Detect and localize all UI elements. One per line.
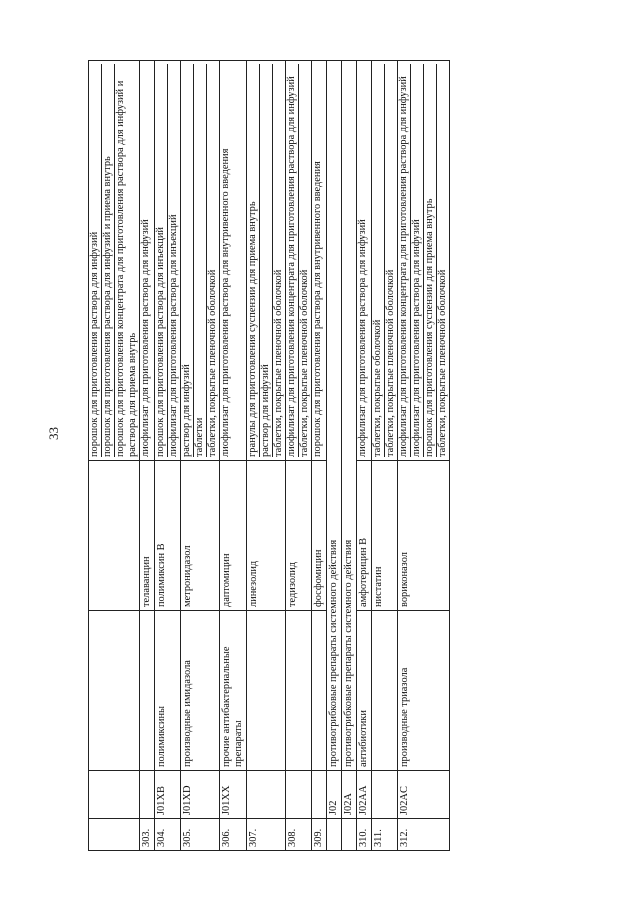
dosage-form: лиофилизат для приготовления раствора для инфузий (411, 64, 424, 457)
dosage-form: таблетки, покрытые оболочкой (372, 64, 385, 457)
dosage-form: лиофилизат для приготовления раствора для инфузий (140, 219, 151, 457)
table-cell-drug: даптомицин (220, 461, 247, 611)
table-cell-drug: амфотерицин В (357, 461, 372, 611)
table-cell-code (140, 771, 155, 819)
table-row (286, 61, 312, 851)
table-cell-code: J01XX (220, 771, 247, 819)
table-cell-group: прочие антибактериальные препараты (220, 611, 247, 771)
dosage-form: таблетки, покрытые пленочной оболочкой (273, 269, 284, 457)
table-cell-drug: нистатин (372, 461, 398, 611)
dosage-form: порошок для приготовления концентрата для приготовления раствора для инфузий и раствора для приема внутрь (115, 80, 138, 457)
table-cell-drug: вориконазол (398, 461, 450, 611)
table-cell-num (342, 819, 357, 851)
dosage-form: порошок для приготовления раствора для инъекций (155, 64, 168, 457)
table-body-bottom (357, 61, 450, 851)
table-row (220, 61, 247, 851)
table-cell-forms (89, 61, 140, 461)
table-cell-num: 308. (286, 819, 312, 851)
table-body-sections (327, 61, 357, 851)
table-cell-num (327, 819, 342, 851)
page-number: 33 (46, 427, 61, 440)
dosage-form: порошок для приготовления раствора для инфузий и приема внутрь (102, 64, 115, 457)
table-cell-group: полимиксины (155, 611, 181, 771)
table-cell-group: производные имидазола (181, 611, 220, 771)
dosage-form: раствор для инфузий (181, 64, 194, 457)
table-cell-code: J01XB (155, 771, 181, 819)
table-cell-drug (89, 461, 140, 611)
table-cell-num (89, 819, 140, 851)
dosage-form: гранулы для приготовления суспензии для приема внутрь (247, 64, 260, 457)
table-cell-num: 309. (312, 819, 327, 851)
section-code: J02 (327, 771, 342, 819)
table-cell-num: 305. (181, 819, 220, 851)
table-cell-code (89, 771, 140, 819)
table-cell-code (286, 771, 312, 819)
dosage-form: порошок для приготовления раствора для инфузий (89, 64, 102, 457)
drug-table-frame (88, 61, 576, 851)
section-code: J02A (342, 771, 357, 819)
table-cell-forms (155, 61, 181, 461)
table-cell-forms (181, 61, 220, 461)
table-cell-forms (286, 61, 312, 461)
table-cell-code: J02AC (398, 771, 450, 819)
table-cell-code (312, 771, 327, 819)
table-cell-num: 303. (140, 819, 155, 851)
dosage-form: лиофилизат для приготовления раствора для инфузий (357, 219, 368, 457)
table-cell-forms (357, 61, 372, 461)
dosage-form: порошок для приготовления раствора для внутривенного введения (312, 161, 323, 457)
table-cell-drug: линезолид (247, 461, 286, 611)
table-cell-forms (312, 61, 327, 461)
dosage-form: лиофилизат для приготовления концентрата для приготовления раствора для инфузий (398, 64, 411, 457)
dosage-form: порошок для приготовления суспензии для приема внутрь (424, 64, 437, 457)
dosage-form: лиофилизат для приготовления раствора для инъекций (168, 214, 179, 457)
table-row (181, 61, 220, 851)
section-label: противогрибковые препараты системного действия (327, 61, 342, 771)
drug-table (88, 60, 450, 851)
table-row (140, 61, 155, 851)
table-cell-group (89, 611, 140, 771)
section-row-j02 (327, 61, 342, 851)
table-cell-num: 304. (155, 819, 181, 851)
table-cell-forms (372, 61, 398, 461)
table-cell-num: 312. (398, 819, 450, 851)
table-cell-num: 307. (247, 819, 286, 851)
table-cell-forms (140, 61, 155, 461)
table-cell-drug: тедизолид (286, 461, 312, 611)
dosage-form: таблетки, покрытые пленочной оболочкой (207, 269, 218, 457)
table-cell-group (372, 611, 398, 771)
section-row-j02a (342, 61, 357, 851)
dosage-form: раствор для инфузий (260, 64, 273, 457)
table-cell-forms (398, 61, 450, 461)
dosage-form: таблетки, покрытые пленочной оболочкой (437, 269, 448, 457)
table-body-top (89, 61, 327, 851)
table-cell-code: J01XD (181, 771, 220, 819)
table-cell-group (140, 611, 155, 771)
table-cell-code (247, 771, 286, 819)
table-cell-num: 311. (372, 819, 398, 851)
table-cell-forms (220, 61, 247, 461)
table-cell-num: 310. (357, 819, 372, 851)
dosage-form: таблетки, покрытые пленочной оболочкой (385, 269, 396, 457)
table-cell-drug: телаванцин (140, 461, 155, 611)
table-row (372, 61, 398, 851)
table-cell-num: 306. (220, 819, 247, 851)
table-cell-forms (247, 61, 286, 461)
table-row (155, 61, 181, 851)
section-label: противогрибковые препараты системного действия (342, 61, 357, 771)
table-cell-code (372, 771, 398, 819)
dosage-form: таблетки, покрытые пленочной оболочкой (299, 269, 310, 457)
table-row (357, 61, 372, 851)
table-cell-group (247, 611, 286, 771)
table-cell-group (312, 611, 327, 771)
dosage-form: лиофилизат для приготовления раствора для внутривенного введения (220, 148, 231, 457)
table-cell-code: J02AA (357, 771, 372, 819)
table-cell-drug: полимиксин В (155, 461, 181, 611)
table-row (89, 61, 140, 851)
table-cell-group: антибиотики (357, 611, 372, 771)
table-cell-group: производные триазола (398, 611, 450, 771)
table-cell-drug: метронидазол (181, 461, 220, 611)
table-cell-drug: фосфомицин (312, 461, 327, 611)
table-row (398, 61, 450, 851)
table-cell-group (286, 611, 312, 771)
dosage-form: лиофилизат для приготовления концентрата для приготовления раствора для инфузий (286, 64, 299, 457)
table-row (247, 61, 286, 851)
dosage-form: таблетки (194, 64, 207, 457)
table-row (312, 61, 327, 851)
